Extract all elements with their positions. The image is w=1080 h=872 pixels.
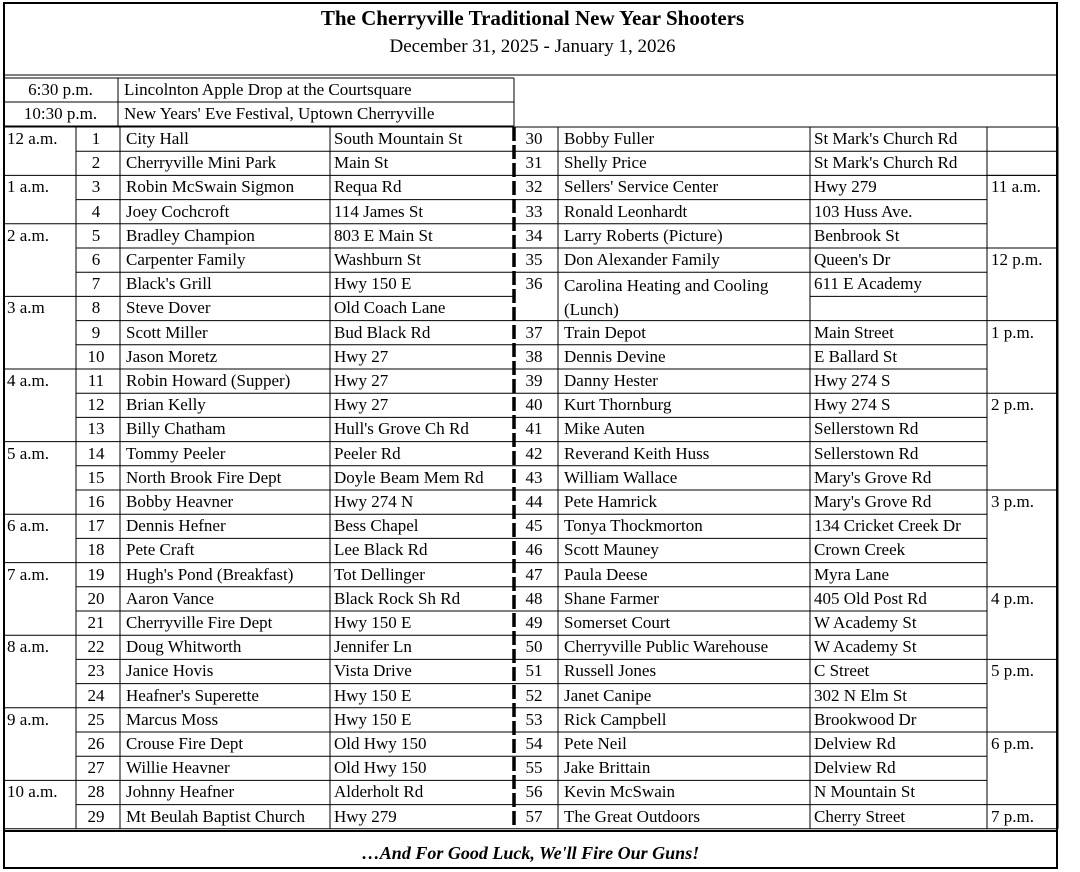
- stop-location: W Academy St: [814, 613, 917, 632]
- stop-number: 21: [87, 613, 105, 632]
- stop-number: 47: [525, 564, 543, 584]
- time-slot: 8 a.m.: [7, 637, 50, 657]
- stop-number: 54: [525, 734, 543, 753]
- stop-location: Hwy 274 S: [814, 395, 891, 415]
- stop-location: Bess Chapel: [334, 516, 419, 536]
- stop-number: 49: [525, 613, 543, 632]
- stop-number: 38: [525, 346, 543, 366]
- stop-location: Hwy 274 S: [814, 371, 891, 390]
- stop-name: Kurt Thornburg: [564, 395, 672, 415]
- stop-number: 28: [87, 782, 105, 802]
- stop-location: St Mark's Church Rd: [814, 129, 958, 148]
- stop-name: Aaron Vance: [126, 588, 214, 608]
- stop-number: 51: [525, 661, 543, 681]
- stop-location: 134 Cricket Creek Dr: [814, 516, 961, 536]
- stop-location: Hwy 27: [334, 395, 389, 415]
- event-name: Lincolnton Apple Drop at the Courtsquare: [124, 80, 412, 99]
- stop-number: 40: [525, 395, 543, 415]
- stop-number: 24: [87, 685, 105, 705]
- page-dates: December 31, 2025 - January 1, 2026: [389, 36, 676, 57]
- stop-name: North Brook Fire Dept: [126, 467, 282, 487]
- stop-location: Jennifer Ln: [334, 637, 412, 657]
- stop-name: Mike Auten: [564, 419, 645, 439]
- stop-number: 41: [525, 419, 543, 439]
- stop-name: Shelly Price: [564, 153, 647, 173]
- stop-location: Washburn St: [334, 250, 421, 269]
- stop-location: Main St: [334, 153, 389, 173]
- page-title: The Cherryville Traditional New Year Shooters: [320, 6, 745, 30]
- stop-location: 611 E Academy: [814, 274, 922, 294]
- stop-name: Billy Chatham: [126, 419, 226, 439]
- stop-location: Hull's Grove Ch Rd: [334, 419, 469, 439]
- stop-name: Train Depot: [564, 322, 647, 342]
- stop-location: Hwy 27: [334, 346, 389, 366]
- stop-name: Robin McSwain Sigmon: [126, 177, 295, 197]
- time-slot: 3 p.m.: [991, 492, 1034, 511]
- stop-location: Hwy 150 E: [334, 274, 412, 294]
- stop-location: Old Hwy 150: [334, 734, 427, 753]
- stop-name: Bobby Heavner: [126, 492, 234, 511]
- stop-location: South Mountain St: [334, 129, 463, 148]
- stop-location: W Academy St: [814, 637, 917, 657]
- stop-number: 43: [525, 467, 543, 487]
- stop-number: 12: [87, 395, 105, 415]
- stop-location: Sellerstown Rd: [814, 419, 919, 439]
- stop-name: Shane Farmer: [564, 588, 659, 608]
- stop-name: Robin Howard (Supper): [126, 371, 291, 390]
- stop-number: 39: [525, 371, 543, 390]
- stop-name: Heafner's Superette: [126, 685, 259, 705]
- time-slot: 4 p.m.: [991, 588, 1034, 608]
- footer-slogan: …And For Good Luck, We'll Fire Our Guns!: [361, 843, 700, 863]
- stop-name: Bobby Fuller: [564, 129, 655, 148]
- stop-name: Johnny Heafner: [126, 782, 235, 802]
- stop-location: Peeler Rd: [334, 443, 401, 463]
- stop-location: Black Rock Sh Rd: [334, 588, 461, 608]
- stop-name: Scott Miller: [126, 322, 208, 342]
- stop-name: Scott Mauney: [564, 540, 659, 560]
- stop-name: Pete Hamrick: [564, 492, 657, 511]
- time-slot: 10 a.m.: [7, 782, 58, 802]
- stop-name: Steve Dover: [126, 298, 211, 318]
- stop-number: 34: [525, 225, 543, 245]
- stop-location: Hwy 150 E: [334, 709, 412, 729]
- stop-location: Requa Rd: [334, 177, 402, 197]
- stop-number: 2: [91, 153, 101, 173]
- stop-name: Danny Hester: [564, 371, 658, 390]
- stop-name: Carpenter Family: [126, 250, 246, 269]
- stop-location: E Ballard St: [814, 346, 898, 366]
- time-slot: 5 a.m.: [7, 443, 50, 463]
- stop-number: 50: [525, 637, 543, 657]
- stop-name: Hugh's Pond (Breakfast): [126, 564, 294, 584]
- stop-number: 31: [525, 153, 543, 173]
- stop-name: Ronald Leonhardt: [564, 201, 688, 221]
- stop-number: 44: [525, 492, 543, 511]
- stop-name: Pete Neil: [564, 734, 627, 753]
- time-slot: 2 p.m.: [991, 395, 1034, 415]
- stop-number: 30: [525, 129, 543, 148]
- stop-name: Janet Canipe: [564, 685, 652, 705]
- stop-location: Queen's Dr: [814, 250, 891, 269]
- stop-number: 45: [525, 516, 543, 536]
- stop-number: 3: [91, 177, 101, 197]
- stop-name: Larry Roberts (Picture): [564, 225, 723, 245]
- stop-location: Tot Dellinger: [334, 564, 425, 584]
- stop-location: Lee Black Rd: [334, 540, 428, 560]
- stop-name: Cherryville Mini Park: [126, 153, 277, 173]
- stop-number: 46: [525, 540, 543, 560]
- stop-name: City Hall: [126, 129, 189, 148]
- stop-number: 4: [91, 201, 101, 221]
- stop-number: 53: [525, 709, 543, 729]
- stop-number: 27: [87, 758, 105, 778]
- event-time: 6:30 p.m.: [28, 80, 93, 99]
- stop-number: 6: [91, 250, 101, 269]
- stop-name: Cherryville Public Warehouse: [564, 637, 769, 657]
- time-slot: 2 a.m.: [7, 225, 50, 245]
- stop-name: Marcus Moss: [126, 709, 219, 729]
- stop-number: 56: [525, 782, 543, 802]
- stop-number: 42: [525, 443, 543, 463]
- stop-number: 52: [525, 685, 543, 705]
- stop-location: Myra Lane: [814, 564, 890, 584]
- stop-location: Delview Rd: [814, 734, 896, 753]
- time-slot: 1 a.m.: [7, 177, 50, 197]
- stop-number: 57: [525, 806, 543, 826]
- event-name: New Years' Eve Festival, Uptown Cherryville: [124, 104, 435, 123]
- stop-name: Paula Deese: [564, 564, 648, 584]
- stop-name: Brian Kelly: [126, 395, 206, 415]
- stop-location: Main Street: [814, 322, 894, 342]
- stop-name: Russell Jones: [564, 661, 657, 681]
- time-slot: 12 a.m.: [7, 129, 58, 148]
- stop-name: Rick Campbell: [564, 709, 667, 729]
- stop-name: Joey Cochcroft: [126, 201, 230, 221]
- stop-location: Hwy 150 E: [334, 685, 412, 705]
- stop-number: 5: [91, 225, 101, 245]
- stop-name: Janice Hovis: [126, 661, 214, 681]
- stop-location: Sellerstown Rd: [814, 443, 919, 463]
- stop-number: 11: [87, 371, 105, 390]
- stop-name: Black's Grill: [126, 274, 212, 294]
- stop-number: 23: [87, 661, 105, 681]
- stop-location: N Mountain St: [814, 782, 916, 802]
- time-slot: 6 p.m.: [991, 734, 1034, 753]
- stop-location: Hwy 279: [814, 177, 877, 197]
- stop-name: Willie Heavner: [126, 758, 230, 778]
- stop-number: 17: [87, 516, 105, 536]
- stop-location: Mary's Grove Rd: [814, 492, 932, 511]
- stop-location: Hwy 279: [334, 806, 397, 826]
- stop-location: Benbrook St: [814, 225, 900, 245]
- stop-name: Doug Whitworth: [126, 637, 242, 657]
- stop-location: Alderholt Rd: [334, 782, 424, 802]
- stop-number: 29: [87, 806, 105, 826]
- stop-location: Mary's Grove Rd: [814, 467, 932, 487]
- stop-location: 114 James St: [334, 201, 424, 221]
- stop-name: Sellers' Service Center: [564, 177, 719, 197]
- stop-name: Cherryville Fire Dept: [126, 613, 273, 632]
- stop-location: Cherry Street: [814, 806, 906, 826]
- stop-name: The Great Outdoors: [564, 806, 700, 826]
- stop-number: 1: [91, 129, 101, 148]
- stop-number: 15: [87, 467, 105, 487]
- stop-number: 18: [87, 540, 105, 560]
- stop-location: 405 Old Post Rd: [814, 588, 927, 608]
- time-slot: 4 a.m.: [7, 371, 50, 390]
- stop-location: C Street: [814, 661, 870, 681]
- stop-location: 103 Huss Ave.: [814, 201, 913, 221]
- stop-number: 20: [87, 588, 105, 608]
- stop-location: 803 E Main St: [334, 225, 433, 245]
- stop-location: 302 N Elm St: [814, 685, 908, 705]
- stop-location: Vista Drive: [334, 661, 412, 681]
- stop-number: 22: [87, 637, 105, 657]
- stop-name: Mt Beulah Baptist Church: [126, 806, 305, 826]
- stop-location: Brookwood Dr: [814, 709, 917, 729]
- stop-number: 35: [525, 250, 543, 269]
- stop-number: 36: [525, 274, 543, 294]
- time-slot: 11 a.m.: [991, 177, 1041, 197]
- stop-name: Carolina Heating and Cooling (Lunch): [564, 276, 769, 320]
- stop-name: Jason Moretz: [126, 346, 218, 366]
- stop-location: Hwy 274 N: [334, 492, 414, 511]
- stop-number: 48: [525, 588, 543, 608]
- stop-number: 16: [87, 492, 105, 511]
- stop-name: Bradley Champion: [126, 225, 255, 245]
- stop-location: Hwy 150 E: [334, 613, 412, 632]
- stop-number: 19: [87, 564, 105, 584]
- stop-number: 10: [87, 346, 105, 366]
- stop-number: 9: [91, 322, 101, 342]
- time-slot: 7 p.m.: [991, 806, 1034, 826]
- stop-name: Somerset Court: [564, 613, 671, 632]
- stop-number: 26: [87, 734, 105, 753]
- time-slot: 7 a.m.: [7, 564, 50, 584]
- stop-name: Tonya Thockmorton: [564, 516, 703, 536]
- stop-location: Bud Black Rd: [334, 322, 431, 342]
- time-slot: 1 p.m.: [991, 322, 1034, 342]
- time-slot: 9 a.m.: [7, 709, 50, 729]
- stop-name: William Wallace: [564, 467, 678, 487]
- stop-location: Old Hwy 150: [334, 758, 427, 778]
- stop-location: Delview Rd: [814, 758, 896, 778]
- time-slot: 3 a.m: [7, 298, 45, 318]
- stop-name: Tommy Peeler: [126, 443, 226, 463]
- stop-number: 25: [87, 709, 105, 729]
- stop-location: Doyle Beam Mem Rd: [334, 467, 484, 487]
- stop-number: 7: [91, 274, 101, 294]
- stop-location: Hwy 27: [334, 371, 389, 390]
- stop-number: 55: [525, 758, 543, 778]
- stop-number: 14: [87, 443, 105, 463]
- stop-number: 32: [525, 177, 543, 197]
- stop-number: 37: [525, 322, 543, 342]
- stop-number: 13: [87, 419, 105, 439]
- stop-location: St Mark's Church Rd: [814, 153, 958, 173]
- stop-location: Old Coach Lane: [334, 298, 446, 318]
- stop-location: Crown Creek: [814, 540, 906, 560]
- stop-name: Crouse Fire Dept: [126, 734, 244, 753]
- stop-name: Jake Brittain: [564, 758, 651, 778]
- stop-name: Dennis Devine: [564, 346, 666, 366]
- stop-number: 33: [525, 201, 543, 221]
- time-slot: 12 p.m.: [991, 250, 1043, 269]
- event-time: 10:30 p.m.: [23, 104, 98, 123]
- stop-name: Reverand Keith Huss: [564, 443, 710, 463]
- stop-name: Kevin McSwain: [564, 782, 675, 802]
- time-slot: 5 p.m.: [991, 661, 1034, 681]
- stop-number: 8: [91, 298, 101, 318]
- time-slot: 6 a.m.: [7, 516, 50, 536]
- stop-name: Don Alexander Family: [564, 250, 720, 269]
- stop-name: Pete Craft: [126, 540, 195, 560]
- stop-name: Dennis Hefner: [126, 516, 226, 536]
